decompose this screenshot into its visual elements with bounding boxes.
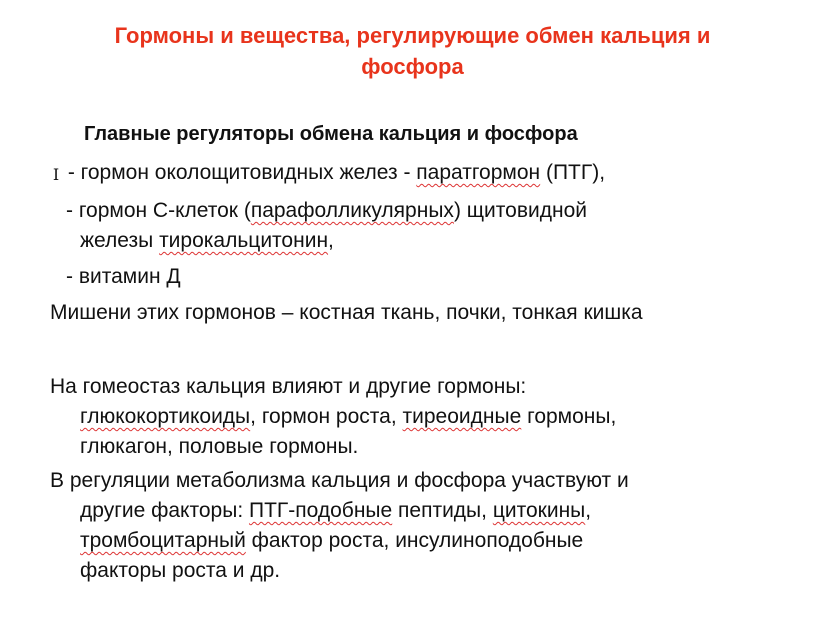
other-hormones-line-1: На гомеостаз кальция влияют и другие гормоны: (50, 375, 527, 398)
regulator-pth-name: паратгормон (416, 161, 541, 184)
slide-title-line-2: фосфора (361, 54, 464, 79)
section-heading: Главные регуляторы обмена кальция и фосфора (84, 123, 578, 145)
targets-text: Мишени этих гормонов – костная ткань, почки, тонкая кишка (50, 301, 643, 324)
other-factors-line-4: факторы роста и др. (80, 559, 281, 582)
regulator-pth-suffix: (ПТГ), (540, 161, 606, 184)
regulator-item-vitamin-d: - витамин Д (66, 265, 181, 288)
text-cursor-icon: I (52, 165, 60, 184)
regulator-item-calcitonin-cont (80, 226, 334, 256)
other-hormones-line-2-end: гормоны, (521, 405, 617, 428)
other-factors-line-2-prefix: другие факторы: (80, 499, 249, 522)
other-factors-line-3-end: фактор роста, инсулиноподобные (245, 529, 584, 552)
slide-title-line-1: Гормоны и вещества, регулирующие обмен кальция и (114, 23, 711, 48)
glucocorticoids-term: глюкокортикоиды (80, 405, 251, 428)
cytokines-term: цитокины (492, 499, 586, 522)
platelet-term: тромбоцитарный (80, 529, 246, 552)
regulator-calcitonin-cont-suffix: , (328, 229, 334, 252)
other-factors-line-2-mid: пептиды, (392, 499, 493, 522)
regulator-calcitonin-cont-prefix: железы (80, 229, 160, 252)
other-hormones-line-2-mid: , гормон роста, (250, 405, 403, 428)
regulator-calcitonin-prefix: - гормон С-клеток ( (66, 199, 251, 222)
other-factors-line-2 (80, 496, 591, 526)
regulator-item-calcitonin (66, 196, 587, 226)
regulator-calcitonin-suffix: ) щитовидной (453, 199, 587, 222)
regulator-item-pth (50, 158, 605, 189)
regulator-calcitonin-name: тирокальцитонин (159, 229, 329, 252)
other-factors-line-1: В регуляции метаболизма кальция и фосфора участвуют и (50, 469, 629, 492)
pth-like-term: ПТГ-подобные (248, 499, 393, 522)
other-factors-line-2-end: , (585, 499, 592, 522)
regulator-calcitonin-cells: парафолликулярных (250, 199, 454, 222)
thyroid-term: тиреоидные (402, 405, 522, 428)
other-hormones-line-2 (80, 402, 616, 432)
regulator-pth-prefix: - гормон околощитовидных желез - (62, 161, 417, 184)
other-factors-line-3 (80, 526, 583, 556)
slide-title (60, 20, 765, 82)
other-hormones-line-3: глюкагон, половые гормоны. (80, 435, 359, 458)
